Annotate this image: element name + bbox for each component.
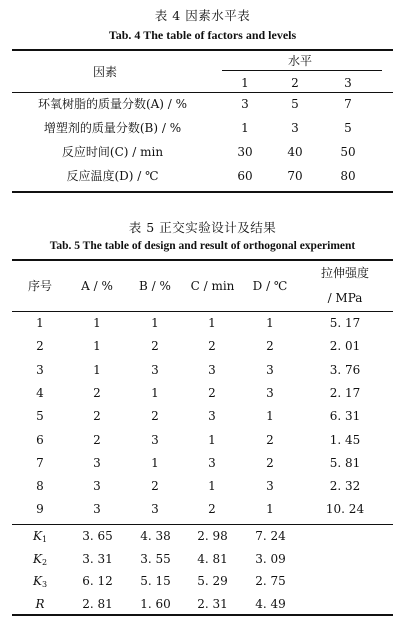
table5-bottom-rule: [12, 614, 393, 616]
table4-cell: 80: [340, 169, 356, 183]
table5-row-no: 5: [36, 409, 44, 424]
table5-stat-c: 5. 29: [197, 574, 228, 588]
table5-cell-c: 1: [208, 479, 216, 494]
table5-cell-b: 3: [151, 432, 159, 447]
table5-cell-b: 2: [151, 479, 159, 494]
table5-cell-c: 3: [208, 409, 216, 424]
table5-cell-c: 2: [208, 502, 216, 517]
table5-row-no: 8: [36, 479, 44, 494]
table5-stat-c: 2. 31: [197, 596, 228, 611]
table5-cell-c: 1: [208, 432, 216, 447]
table5-cell-b: 2: [151, 409, 159, 424]
table5-row-no: 2: [36, 339, 44, 354]
table5-stat-d: 3. 09: [255, 551, 286, 566]
table5-cell-b: 3: [151, 502, 159, 517]
table5-stat-a: 6. 12: [82, 574, 113, 588]
table5-cell-a: 1: [93, 316, 101, 330]
table5-stat-d: 7. 24: [255, 529, 286, 543]
table4-cell: 40: [287, 145, 303, 159]
table4-cell: 7: [344, 97, 352, 111]
table5-stat-b: 4. 38: [140, 529, 171, 543]
table5-row-no: 1: [36, 316, 44, 330]
table5-cell-c: 3: [208, 455, 216, 470]
table4-cell: 3: [291, 121, 299, 135]
table5-cell-d: 2: [266, 432, 274, 447]
table4-cell: 50: [340, 145, 356, 159]
table5-cell-c: 3: [208, 362, 216, 377]
table5-stat-b: 5. 15: [140, 574, 171, 588]
table5-row-no: 6: [36, 432, 44, 447]
table5-top-rule: [12, 259, 393, 261]
table5-cell-d: 3: [266, 362, 274, 377]
table5-stat-symbol: R: [35, 596, 45, 611]
table5-stat-a: 3. 31: [82, 551, 113, 566]
table4-level-label: 2: [291, 76, 299, 90]
table4-cell: 1: [241, 121, 249, 135]
table5-header-no: 序号: [27, 279, 52, 293]
table5-title-cn: 表 5 正交实验设计及结果: [128, 220, 277, 235]
table5-cell-strength: 10. 24: [325, 502, 365, 517]
table4-cell: 60: [237, 169, 253, 183]
table5-cell-strength: 2. 32: [329, 479, 361, 494]
table5-cell-d: 2: [266, 339, 274, 354]
table4-factor-label: 增塑剂的质量分数(B) / %: [43, 121, 182, 135]
table5-stat-c: 2. 98: [197, 529, 228, 543]
table5-row-no: 3: [36, 362, 44, 377]
table5-stat-b: 1. 60: [140, 596, 171, 611]
table5-stat-a: 2. 81: [82, 596, 113, 611]
table5-cell-c: 2: [208, 339, 216, 354]
table5-cell-strength: 6. 31: [329, 409, 361, 424]
table5-stat-label: [20, 529, 60, 547]
table5-cell-d: 3: [266, 479, 274, 494]
table5-stat-label: [20, 552, 60, 570]
table4-header-rule: [12, 92, 393, 93]
table5-cell-b: 1: [151, 455, 159, 470]
table4-cell: 3: [241, 97, 249, 111]
table5-cell-b: 2: [151, 339, 159, 354]
table4-bottom-rule: [12, 191, 393, 193]
table4-level-label: 1: [241, 76, 249, 90]
table5-header-a: A / %: [81, 279, 113, 293]
table5-stat-a: 3. 65: [82, 529, 113, 543]
table4-cell: 70: [287, 169, 303, 183]
table4-cell: 5: [344, 121, 352, 135]
table5-cell-d: 3: [266, 385, 274, 400]
table5-stat-symbol: K: [32, 551, 42, 566]
table5-stat-subscript: 1: [41, 535, 48, 544]
table5-cell-c: 1: [208, 316, 216, 330]
table5-header-strength-line1: 拉伸强度: [320, 266, 369, 280]
table5-cell-d: 1: [266, 316, 274, 330]
table5-stat-d: 2. 75: [255, 574, 286, 588]
table4-factor-label: 反应时间(C) / min: [61, 145, 164, 159]
table5-cell-d: 2: [266, 455, 274, 470]
table4-header-levels: 水平: [287, 54, 312, 68]
table5-cell-b: 1: [151, 385, 159, 400]
table5-cell-strength: 5. 17: [329, 316, 361, 330]
table5-stat-symbol: K: [32, 574, 42, 588]
table5-cell-d: 1: [266, 409, 274, 424]
table4-header-factor: 因素: [92, 65, 117, 79]
table5-stat-c: 4. 81: [197, 551, 228, 566]
table5-cell-b: 3: [151, 362, 159, 377]
table5-cell-c: 2: [208, 385, 216, 400]
table5-header-strength-line2: / MPa: [327, 291, 363, 305]
table5-cell-a: 3: [93, 479, 101, 494]
table5-stat-subscript: 3: [41, 580, 48, 589]
table5-title-en: Tab. 5 The table of design and result of orthogonal experiment: [49, 240, 356, 252]
table4-factor-label: 环氧树脂的质量分数(A) / %: [37, 97, 188, 111]
table4-level-label: 3: [344, 76, 352, 90]
table5-stat-symbol: K: [32, 529, 42, 543]
table5-cell-a: 3: [93, 455, 101, 470]
table5-stats-rule: [12, 524, 393, 525]
table4-title-en: Tab. 4 The table of factors and levels: [108, 28, 297, 42]
table5-row-no: 9: [36, 502, 44, 517]
table5-header-c: C / min: [190, 279, 235, 293]
table4-title-cn: 表 4 因素水平表: [154, 8, 251, 23]
table5-cell-a: 3: [93, 502, 101, 517]
table4-levels-rule: [222, 70, 382, 71]
table5-cell-b: 1: [151, 316, 159, 330]
table4-cell: 5: [291, 97, 299, 111]
table5-cell-strength: 1. 45: [329, 432, 361, 447]
table5-stat-label: [20, 597, 60, 611]
table5-stat-subscript: 2: [41, 557, 48, 567]
table5-stat-d: 4. 49: [255, 596, 286, 611]
table4-cell: 30: [237, 145, 253, 159]
table5-cell-strength: 3. 76: [329, 362, 361, 377]
table5-cell-a: 2: [93, 432, 101, 447]
table4-top-rule: [12, 49, 393, 51]
table5-header-b: B / %: [139, 279, 171, 293]
table5-stat-b: 3. 55: [140, 551, 171, 566]
table5-row-no: 7: [36, 455, 44, 470]
table5-cell-a: 1: [93, 339, 101, 354]
table5-cell-a: 2: [93, 409, 101, 424]
table5-cell-a: 2: [93, 385, 101, 400]
table5-header-d: D / ℃: [252, 279, 288, 293]
table5-cell-strength: 2. 17: [329, 385, 361, 400]
table5-cell-strength: 5. 81: [329, 455, 361, 470]
table5-row-no: 4: [36, 385, 44, 400]
table4-factor-label: 反应温度(D) / ℃: [66, 169, 159, 183]
table5-header-rule: [12, 311, 393, 312]
table5-cell-a: 1: [93, 362, 101, 377]
table5-cell-d: 1: [266, 502, 274, 517]
table5-stat-label: [20, 574, 60, 592]
table5-cell-strength: 2. 01: [329, 339, 361, 354]
